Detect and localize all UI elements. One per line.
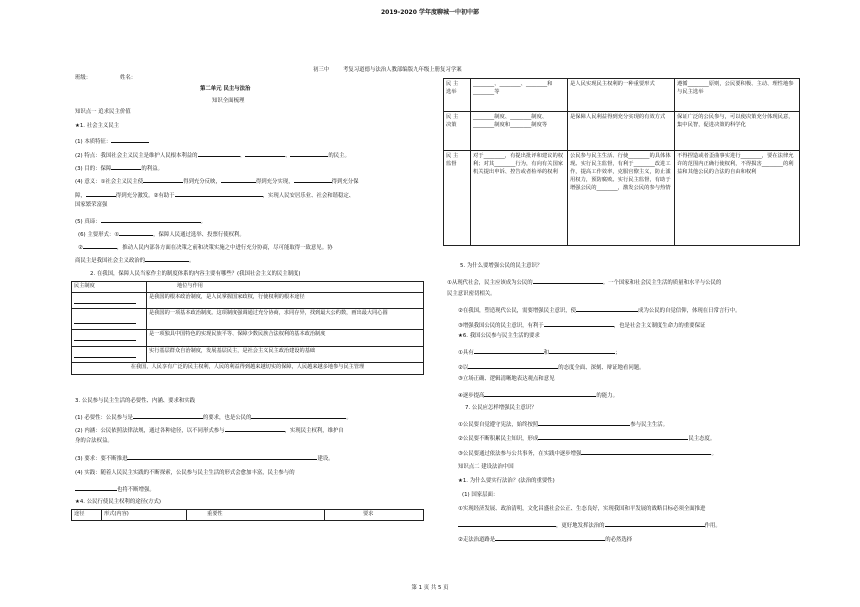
blank (294, 176, 332, 183)
text: ，更好地发挥法治的 (556, 523, 605, 529)
table-cell (72, 293, 147, 309)
text-line: ③立场正确、逻辑清晰地表达观点和意见 (458, 376, 555, 382)
table-header-cell: 重要性 (187, 510, 325, 521)
route-table (443, 78, 800, 246)
text-line: 身的合法权益。 (75, 438, 113, 444)
table-row (72, 309, 424, 330)
blank (221, 176, 256, 183)
text-line (78, 242, 332, 253)
text-line: ①实现经济发展、政治清明，文化昌盛社会公正、生态良好，实现我国和平发展的战略目标必须全面推进 (458, 506, 706, 512)
text: (2) 内涵：公民依照法律法规，通过各种途径，以不同形式参与 (75, 428, 225, 434)
text: 和 (543, 350, 550, 356)
table-header-cell: 民主制度 (72, 282, 147, 293)
text-line (458, 520, 721, 531)
table-row (72, 330, 424, 346)
blank (111, 136, 149, 143)
text: (2) 特点：我国社会主义民主是维护人民根本利益的 (75, 153, 198, 159)
text: ②走法治道路是 (458, 537, 496, 543)
route-requirement-cell: 不得捏造或者歪曲事实进行________，要在法律允许的范围内正确行使权利，不得损害________的利益和其他公民的合法的自由和权利 (675, 151, 800, 246)
blank (143, 176, 183, 183)
table-header-cell (147, 282, 424, 293)
blank (74, 334, 136, 341)
text-line (75, 484, 155, 495)
blank (538, 433, 688, 440)
text: ，推动人民内部各方面在决策之前和决策实施之中进行充分协商，尽可能取得一致意见。协 (116, 245, 333, 251)
text: (3) 目的：保障 (75, 166, 112, 172)
text-line (75, 255, 195, 266)
blank (133, 412, 203, 419)
text-line (458, 534, 632, 545)
question-2: 2. 在我国，保障人民当家作主的制度体系的内容主要有哪些？(我国社会主义的民主制度) (90, 271, 301, 277)
table-cell: 是我国的一项基本政治制度。这项制度强调通过充分协商，求同存异，找到最大公约数，画出最大同心圆 (147, 309, 424, 330)
text: 成为公民的自觉信仰，体现在日常言行中。 (638, 308, 741, 314)
kp2-heading: 知识点二 建设法治中国 (458, 464, 514, 470)
text: 。 (189, 258, 195, 264)
table-header-cell: 途径 (72, 510, 102, 521)
text-line: 国家繁荣富强 (75, 202, 108, 208)
table-header-row (72, 510, 424, 521)
doc-title: 考复习道德与法治人教部编版九年级上册复习学案 (343, 67, 462, 73)
blank (111, 163, 141, 170)
text-line (75, 136, 149, 147)
text-line (75, 216, 206, 227)
text: ，实现人民安居乐业、社会和谐稳定、 (262, 193, 355, 199)
text: (3) 要求：要不断推进 (75, 456, 128, 462)
text: 的必然选择 (605, 537, 633, 543)
text: 得到充分激发。②有助于 (115, 193, 175, 199)
text: (4) 意义：①社会主义民主使 (75, 179, 144, 185)
text: ③公民要通过依法参与公共事务，在实践中逐步增强 (458, 451, 582, 457)
table-row (444, 151, 800, 246)
question-4: ★4. 公民行使民主权利的途径(方式) (75, 499, 161, 505)
text: ④逐步提高 (458, 393, 485, 399)
blank (145, 255, 189, 262)
text-line: (2) 特点：我国社会主义民主是维护人民根本利益的 、 、 的民主。 (75, 150, 350, 161)
blank (74, 317, 136, 324)
blank (75, 484, 117, 491)
text: 得到充分反映， (183, 179, 221, 185)
text: 的要求，也是公民的 (202, 415, 252, 421)
kp1-heading: 知识点一 追求民主价值 (75, 109, 131, 115)
text: 的利益。 (141, 166, 163, 172)
blank (251, 412, 346, 419)
text-line (458, 390, 618, 401)
blank (495, 534, 605, 541)
text: ②在我国，塑造现代公民，需要增强民主意识，使 (458, 308, 577, 314)
text-line: (4) 实践：随着人民民主实践的不断探索，公民参与民主生活的形式会愈加丰富，民主参与的 (75, 470, 295, 476)
table-cell: 是我国的根本政治制度，是人民掌握国家政权，行使权利的根本途径 (147, 293, 424, 309)
text: ②以 (458, 365, 469, 371)
text: ①从现代社会，民主应该成为公民的 (447, 280, 533, 286)
school-title: 2019-2020 学年度聊城一中初中部 (381, 9, 479, 16)
text: ； (615, 350, 621, 356)
text-line (75, 453, 334, 464)
route-name-cell: 民 主 监督 (444, 151, 471, 246)
text-line (78, 229, 245, 240)
text: (5) 真谛： (75, 219, 101, 225)
blank (198, 150, 240, 157)
route-importance-cell: 是保障人民利益得到充分实现的有效方式 (568, 112, 675, 151)
overview-title: 知识全面梳理 (212, 98, 245, 104)
text: 。 (346, 415, 352, 421)
table-header-row (72, 282, 424, 293)
text: (1) 必要性：公民参与是 (75, 415, 133, 421)
text: ①公民要自觉遵守宪法，始终按照 (458, 422, 539, 428)
table-cell: 是一项独具中国特色的实现民族平等、保障少数民族合法权利的基本政治制度 (147, 330, 424, 346)
text: 也将不断增强。 (117, 487, 155, 493)
blank (101, 216, 201, 223)
route-form-cell: ________制度、________制度、________制度和________制度等 (471, 112, 568, 151)
blank (538, 419, 630, 426)
blank (581, 448, 711, 455)
blank (86, 190, 116, 197)
blank (468, 362, 558, 369)
item1-heading: ★1. 社会主义民主 (75, 123, 120, 129)
table-row (72, 346, 424, 362)
blank (290, 150, 328, 157)
blank (549, 347, 615, 354)
blank (605, 520, 705, 527)
text: (6) 主要形式：① (78, 232, 120, 238)
text-line: 民主意识密切相关。 (447, 291, 496, 297)
blank (576, 305, 638, 312)
text-line (75, 190, 354, 201)
grade-label: 初三中 (313, 67, 330, 73)
text-line (458, 362, 645, 373)
question-3: 3. 公民参与民主生活的必要性、内涵、要求和实践 (75, 398, 196, 404)
route-requirement-cell: 保证广泛的公民参与，可以使决策充分体现民意，集中民智，促进决策的科学化 (675, 112, 800, 151)
text: ②公民要不断积累民主知识，形成 (458, 436, 539, 442)
route-name-cell: 民 主 选举 (444, 79, 471, 112)
table-cell (72, 330, 147, 346)
route-importance-cell: 是人民实现民主权利的一种重要形式 (568, 79, 675, 112)
blank (127, 453, 317, 460)
democracy-system-table (71, 281, 424, 375)
text: 得到充分实现， (255, 179, 294, 185)
text: 的能力。 (596, 393, 618, 399)
text-line (75, 412, 352, 423)
blank (74, 351, 136, 358)
question-5: 5. 为什么要增强公民的民主意识？ (460, 263, 543, 269)
text: 。 (711, 451, 717, 457)
table-header-cell: 形式(内容) (102, 510, 187, 521)
kp2-item1: ★1. 为什么要实行法治？(法治的重要性) (458, 478, 555, 484)
text: 参与民主生活。 (630, 422, 669, 428)
unit-title: 第二单元 民主与法治 (200, 86, 251, 92)
route-form-cell: 对于________，有提出批评和建议的权利；对其________行为，有向有关国家机关提出申诉、控告或者检举的权利 (471, 151, 568, 246)
blank (458, 520, 556, 527)
name-label: 姓名： (120, 75, 137, 81)
text-line (458, 320, 705, 331)
text: ② (78, 245, 83, 251)
blank (245, 150, 285, 157)
blank (533, 277, 603, 284)
table-footer-cell: 在我国，人民享有广泛的民主权利，人民的利益得到越来越切实的保障，人民越来越多地参与民主管理 (72, 363, 424, 375)
page-number: 第 1 页 共 5 页 (411, 585, 449, 591)
route-form-cell: ________、________、________和________等 (471, 79, 568, 112)
text: 民主态度。 (688, 436, 716, 442)
text-line (458, 419, 668, 430)
route-importance-cell: 公民参与民主生活、行使________的具体体现。实行民主监督，有利于________改进工作，提高工作效率，克服官僚主义，防止滥用权力，预防腐败。实行民主监督，有助于增强公民的________，激发公民的参与热情 (568, 151, 675, 246)
text: ，也是社会主义制度生命力的重要保证 (613, 323, 706, 329)
table-row (444, 112, 800, 151)
text: 的态度全面、深刻、辩证地看问题。 (558, 365, 645, 371)
text-line: (1) 国家层面： (462, 492, 499, 498)
question-7: 7. 公民应怎样增强民主意识？ (465, 405, 537, 411)
text-line (75, 176, 359, 187)
class-label: 班级： (75, 75, 92, 81)
blank (484, 390, 596, 397)
route-table-header (71, 509, 424, 521)
text: (1) 本质特征： (75, 139, 112, 145)
blank (119, 229, 153, 236)
table-cell: 实行基层群众自治制度，发展基层民主，是社会主义民主政治建设的基础 (147, 346, 424, 362)
table-row (444, 79, 800, 112)
text-line (75, 163, 163, 174)
text: 商民主是我国社会主义政治的 (75, 258, 146, 264)
question-6: ★6. 我国公民参与民主生活的要求 (458, 333, 540, 339)
text-line (458, 347, 620, 358)
table-footer-row (72, 363, 424, 375)
blank (474, 347, 544, 354)
text: ，保障人民通过选举、投票行使权利。 (153, 232, 245, 238)
text-line (458, 448, 717, 459)
blank (175, 190, 263, 197)
text-line (458, 433, 715, 444)
text: 的民主。 (328, 153, 350, 159)
text: 作用。 (704, 523, 721, 529)
table-row (72, 293, 424, 309)
text: 。 (200, 219, 206, 225)
text: 。一个国家和社会民主生活的质量和水平与公民的 (602, 280, 722, 286)
route-requirement-cell: 遵循________原则，公民要积极、主动、理性地参与民主选举 (675, 79, 800, 112)
blank (225, 425, 285, 432)
text: 得到充分保 (331, 179, 359, 185)
table-header-cell: 要求 (325, 510, 424, 521)
text-line (75, 425, 344, 436)
blank (544, 320, 614, 327)
text: ，实现民主权利，维护自 (284, 428, 344, 434)
text-line (458, 305, 740, 316)
header-text: 地位与作用 (177, 283, 203, 289)
blank (74, 297, 136, 304)
text: 建设。 (317, 456, 334, 462)
text: ③增强我国公民的民主意识，有利于 (458, 323, 544, 329)
blank (83, 242, 117, 249)
table-cell (72, 346, 147, 362)
table-cell (72, 309, 147, 330)
route-name-cell: 民 主 决策 (444, 112, 471, 151)
text: 障， (75, 193, 86, 199)
text: ①具有 (458, 350, 474, 356)
text-line (447, 277, 721, 288)
